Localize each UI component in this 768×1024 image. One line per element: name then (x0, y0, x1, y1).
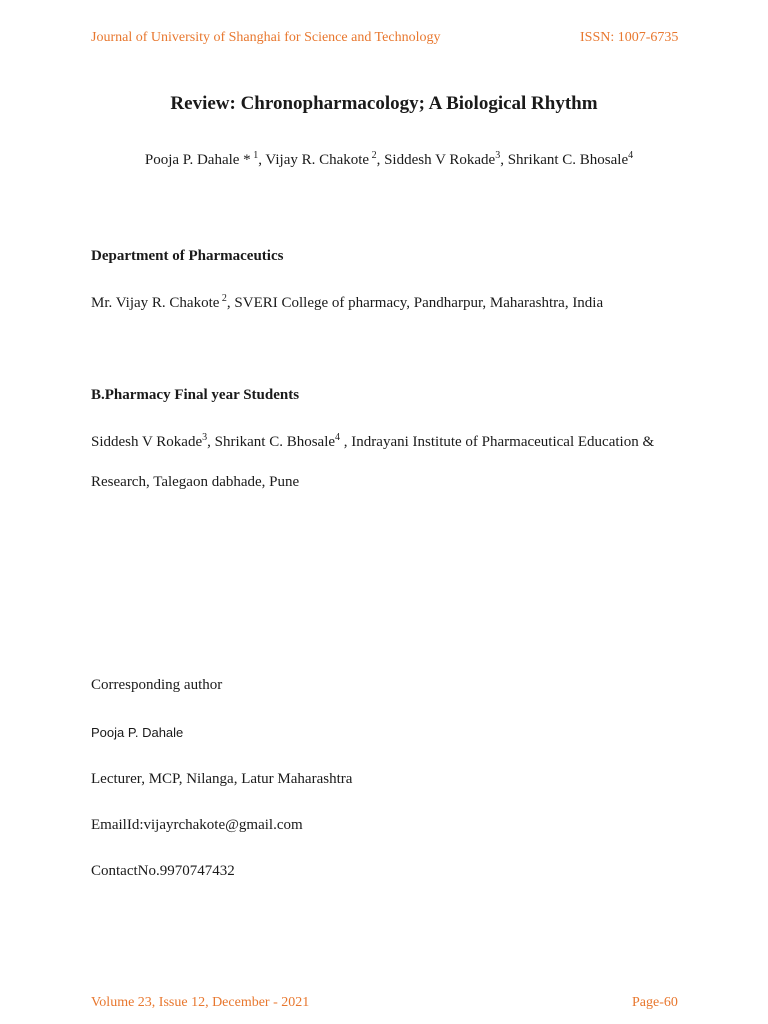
affiliation-mark: 2 (221, 293, 227, 304)
students-heading: B.Pharmacy Final year Students (91, 387, 300, 403)
author-affiliation-mark: 4 (628, 150, 634, 161)
corresponding-contact: ContactNo.9970747432 (91, 863, 235, 879)
department-affiliation (91, 295, 603, 312)
author-name: Pooja P. Dahale * (144, 152, 251, 168)
affiliation-name: Mr. Vijay R. Chakote (91, 295, 220, 311)
author-affiliation-mark: 3 (495, 150, 501, 161)
student-mark: 4 (335, 432, 341, 443)
author-name: Shrikant C. Bhosale (507, 152, 629, 168)
students-affiliation-line1 (91, 434, 654, 451)
affiliation-detail: , Indrayani Institute of Pharmaceutical Education & (340, 434, 655, 450)
student-name: Siddesh V Rokade (91, 434, 203, 450)
affiliation-detail: , SVERI College of pharmacy, Pandharpur, Maharashtra, India (226, 295, 604, 311)
paper-title: Review: Chronopharmacology; A Biological Rhythm (170, 93, 598, 114)
page-number: Page-60 (632, 995, 678, 1010)
volume-issue: Volume 23, Issue 12, December - 2021 (91, 995, 310, 1010)
student-name: , Shrikant C. Bhosale (207, 434, 336, 450)
corresponding-label: Corresponding author (91, 677, 223, 693)
corresponding-name: Pooja P. Dahale (91, 725, 184, 740)
corresponding-email: EmailId:vijayrchakote@gmail.com (91, 817, 303, 833)
students-affiliation-line2: Research, Talegaon dabhade, Pune (91, 474, 300, 490)
author-list: Pooja P. Dahale * $^1$, Vijay R. Chakote $^2$, Siddesh V Rokade$^3$, Shrikant C. Bhosale$^4$ (144, 150, 634, 168)
author-name: Siddesh V Rokade (384, 152, 496, 168)
issn: ISSN: 1007-6735 (580, 30, 679, 45)
student-mark: 3 (202, 432, 208, 443)
journal-name: Journal of University of Shanghai for Science and Technology (91, 30, 441, 45)
corresponding-position: Lecturer, MCP, Nilanga, Latur Maharashtra (91, 771, 353, 787)
department-heading: Department of Pharmaceutics (91, 248, 284, 264)
author-affiliation-mark: 2 (371, 150, 377, 161)
author-name: Vijay R. Chakote (265, 152, 370, 168)
author-affiliation-mark: 1 (253, 150, 259, 161)
